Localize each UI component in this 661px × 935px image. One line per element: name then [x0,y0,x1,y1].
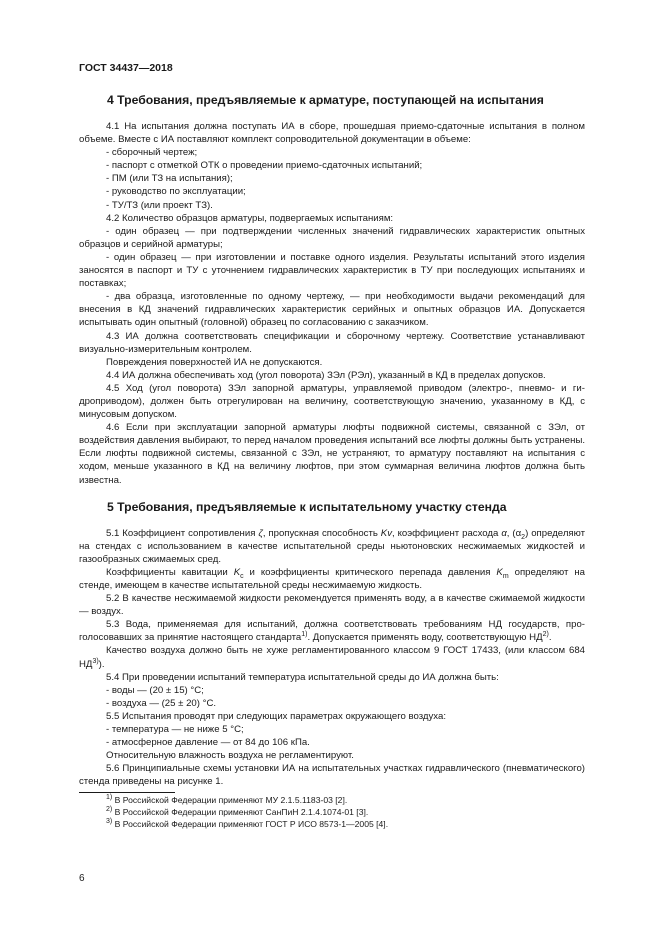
list-item: - температура — не ниже 5 °С; [106,724,244,736]
paragraph: 4.4 ИА должна обеспечивать ход (угол поворота) ЗЭл (РЭл), указанный в КД в пределах допусков. [106,369,546,381]
paragraph: 5.5 Испытания проводят при следующих параметрах окружающего воздуха: [106,710,446,722]
footnote-divider [79,792,175,793]
paragraph: 4.3 ИА должна соответствовать спецификации и сборочному чертежу. Соответствие устанавливают визуально-измерительным контролем. [79,330,585,355]
paragraph: 5.6 Принципиальные схемы установки ИА на испытательных участках гидравлического (пневматического) стенда приведены на рисунке 1. [79,763,585,788]
paragraph: Повреждения поверхностей ИА не допускаются. [106,356,323,368]
paragraph: Относительную влажность воздуха не регламентируют. [106,750,354,762]
list-item: - сборочный чертеж; [106,147,198,159]
footnote-ref: 2) [542,631,549,639]
paragraph: 5.3 Вода, применяемая для испытаний, должна соответствовать требованиям НД государств, проголосовавших за принятие настоящего стандарта$^{1)}$. Допускается применять воду, соответствующую НД$^{2)}$. [79,619,585,644]
footnote: $^{3)}$ В Российской Федерации применяют ГОСТ Р ИСО 8573-1—2005 [4]. [106,818,389,829]
footnote-ref: 1) [301,631,308,639]
paragraph: 4.5 Ход (угол поворота) ЗЭл запорной арматуры, управляемой приводом (электро-, пневмо- и гидроприводом), должен быть отрегулирован на величину, соответствующую значению, указанному в КД, с минусовым допуском. [79,382,585,421]
footnote: $^{1)}$ В Российской Федерации применяют МУ 2.1.5.1183-03 [2]. [106,793,348,805]
paragraph: Качество воздуха должно быть не хуже регламентированного классом 9 ГОСТ 17433, (или классом 684 НД$^{3)}$). [79,645,585,670]
paragraph: - один образец — при подтверждении численных значений гидравлических характеристик опытных образцов и серийной арматуры; [79,225,585,250]
footnote: $^{2)}$ В Российской Федерации применяют СанПиН 2.1.4.1074-01 [3]. [106,805,369,817]
list-item: - руководство по эксплуатации; [106,186,246,198]
paragraph: 5.1 Коэффициент сопротивления ζ, пропускная способность Kv, коэффициент расхода α, $(\alpha_2)$ определяют на стендах с использованием в качестве испытательной среды ньютоновских несжимаемых жидкостей и газообразных сжимаемых сред. [79,527,585,565]
list-item: - атмосферное давление — от 84 до 106 кПа. [106,737,310,749]
page-content [79,92,585,830]
paragraph: 4.2 Количество образцов арматуры, подвергаемых испытаниям: [106,212,394,224]
paragraph: 4.6 Если при эксплуатации запорной арматуры люфты подвижной системы, связанной с ЗЭл, от воздействия давления выбирают, то перед началом проведения испытаний все люфты должны быть устранены. Если люфты подвижной системы, связанной с ЗЭл, не устраняют, то арматуру поставляют на испытания с ходом, меньше указанного в КД на величину люфтов, при этом суммарная величина люфтов должна быть известна. [79,422,585,486]
document-header: ГОСТ 34437—2018 [79,62,173,74]
footnote-ref: 3) [92,657,99,665]
paragraph: 5.2 В качестве несжимаемой жидкости рекомендуется применять воду, а в качестве сжимаемой жидкости — воздух. [79,593,585,618]
list-item: - ПМ (или ТЗ на испытания); [106,173,233,185]
list-item: - ТУ/ТЗ (или проект ТЗ). [106,199,213,211]
section-5-title: 5 Требования, предъявляемые к испытательному участку стенда [107,499,507,514]
list-item: - паспорт с отметкой ОТК о проведении приемо-сдаточных испытаний; [106,160,423,172]
section-4-title: 4 Требования, предъявляемые к арматуре, поступающей на испытания [107,93,544,107]
list-item: - воздуха — (25 ± 20) °С. [106,697,217,709]
page-number: 6 [79,873,85,884]
paragraph: - два образца, изготовленные по одному чертежу, — при необходимости выдачи рекомендаций для внесения в КД значений гидравлических характеристик серийных и опытных образцов ИА. Допускается испытывать один опытный (головной) образец по согласованию с заказчиком. [79,291,585,329]
paragraph: 5.4 При проведении испытаний температура испытательной среды до ИА должна быть: [106,671,499,683]
paragraph: - один образец — при изготовлении и поставке одного изделия. Результаты испытаний этого изделия заносятся в паспорт и ТУ с уточнением гидравлических характеристик в ТУ при последующих испытаниях и поставках; [79,251,585,290]
list-item: - воды — (20 ± 15) °С; [106,684,204,696]
paragraph: Коэффициенты кавитации $K_c$ и коэффициенты критического перепада давления $K_m$ определяют на стенде, имеющем в качестве испытательной среды несжимаемую жидкость. [79,566,585,591]
paragraph: 4.1 На испытания должна поступать ИА в сборе, прошедшая приемо-сдаточные испытания в полном объеме. Вместе с ИА поставляют комплект сопроводительной документации в объеме: [79,121,585,146]
